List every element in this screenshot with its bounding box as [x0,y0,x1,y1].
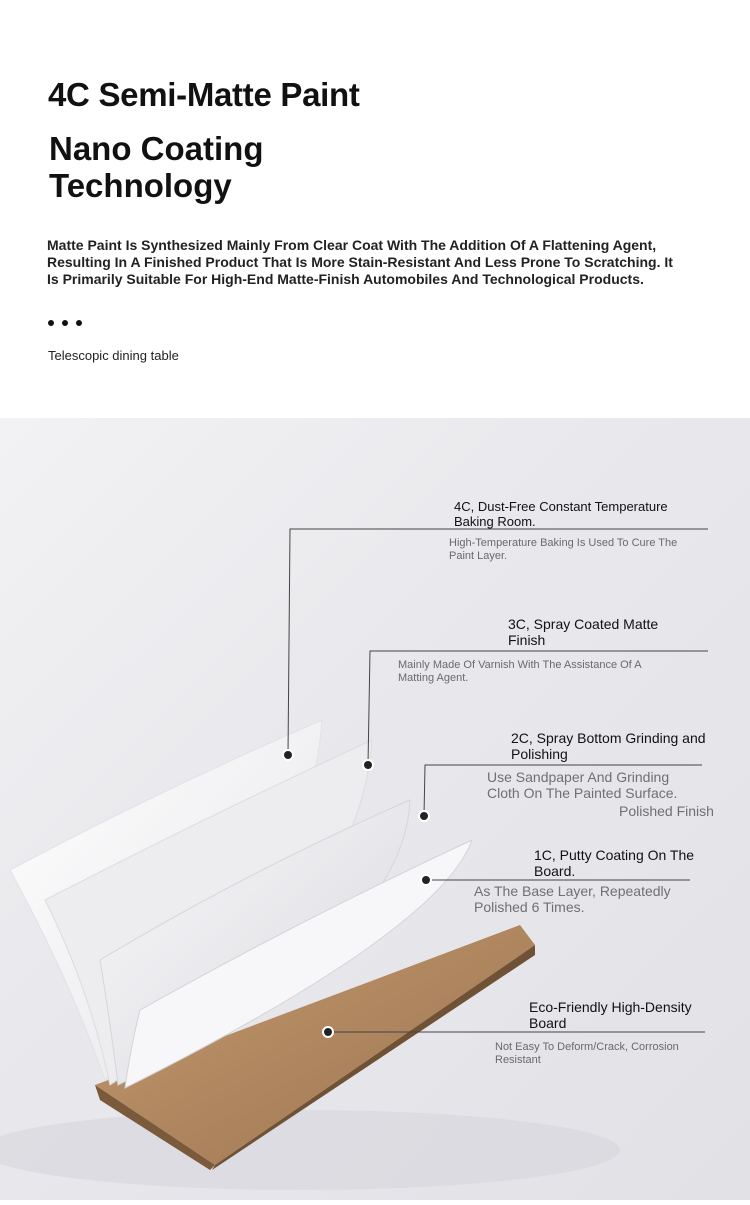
layer-2c-description: Use Sandpaper And Grinding Cloth On The Painted Surface. [487,769,678,801]
layer-1c-description: As The Base Layer, Repeatedly Polished 6 Times. [474,883,671,915]
leader-dot [363,760,373,770]
layer-3c-title: 3C, Spray Coated Matte Finish [508,616,659,648]
product-caption: Telescopic dining table [48,348,179,363]
subtitle-line-2: Technology [49,167,232,204]
page-title: 4C Semi-Matte Paint [48,76,360,113]
leader-dot [323,1027,333,1037]
leader-dot [283,750,293,760]
polished-finish-label: Polished Finish [619,803,714,819]
board-layer-description: Not Easy To Deform/Crack, Corrosion Resistant [495,1041,679,1066]
subtitle-line-1: Nano Coating [49,130,264,167]
ellipsis-icon [48,320,82,326]
page-subtitle [49,130,263,204]
description-text: Matte Paint Is Synthesized Mainly From Clear Coat With The Addition Of A Flattening Agent, Resulting In A Finished Product That Is More Stain-Resistant And Less Prone To Scratching. It Is Primarily Suitable For High-End Matte-Finish Automobiles And Technological Products. [47,237,673,287]
layer-4c-title: 4C, Dust-Free Constant Temperature Baking Room. [454,499,668,529]
leader-dot [419,811,429,821]
leader-dot [421,875,431,885]
board-layer-title: Eco-Friendly High-Density Board [529,999,692,1031]
layer-1c-title: 1C, Putty Coating On The Board. [534,847,695,879]
layer-2c-title: 2C, Spray Bottom Grinding and Polishing [511,730,706,762]
layer-3c-description: Mainly Made Of Varnish With The Assistance Of A Matting Agent. [398,659,642,684]
bottom-margin [0,1200,750,1205]
layer-4c-description: High-Temperature Baking Is Used To Cure The Paint Layer. [449,537,678,562]
header-section [0,0,750,418]
